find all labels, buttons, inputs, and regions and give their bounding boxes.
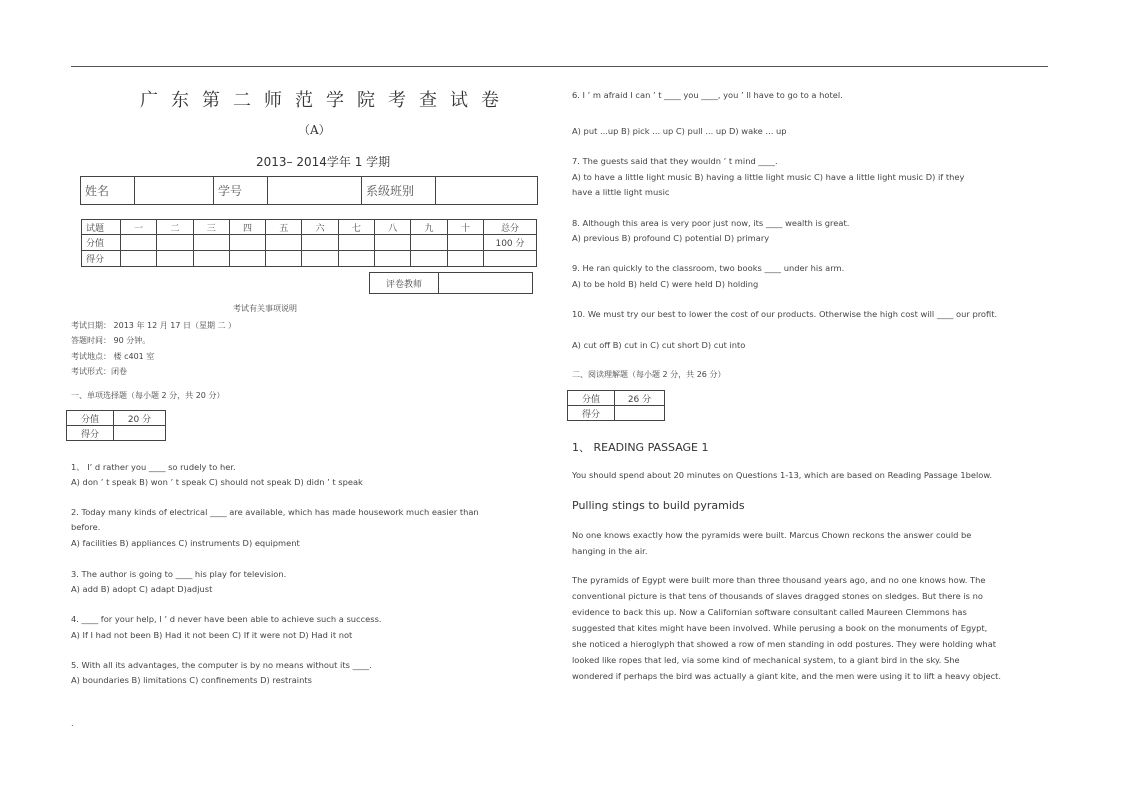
total-score-value: 100 分 — [484, 235, 537, 251]
grader-field[interactable] — [439, 273, 533, 294]
name-label: 姓名 — [81, 177, 135, 205]
passage-intro: No one knows exactly how the pyramids were built. Marcus Chown reckons the answer could be hanging in the air. — [572, 530, 972, 556]
question-text: 7. The guests said that they wouldn ’ t mind ____. — [572, 156, 778, 166]
section1-score-table — [66, 410, 166, 441]
score-header-cell: 总分 — [484, 220, 537, 235]
id-field[interactable] — [268, 177, 362, 205]
paper-version: （A） — [298, 123, 331, 137]
section2-title: 二、阅读理解题（每小题 2 分，共 26 分） — [572, 370, 726, 379]
question-options: A) cut off B) cut in C) cut short D) cut into — [572, 340, 746, 350]
score-header-cell: 六 — [302, 220, 338, 235]
passage-instruction: You should spend about 20 minutes on Questions 1-13, which are based on Reading Passage 1below. — [572, 470, 993, 480]
score-header-cell: 十 — [447, 220, 483, 235]
question-text: 10. We must try our best to lower the cost of our products. Otherwise the high cost will ____ our profit. — [572, 309, 998, 319]
question-text: 6. I ’ m afraid I can ’ t ____ you ____, you ’ ll have to go to a hotel. — [572, 90, 843, 100]
section1-title: 一、单项选择题（每小题 2 分，共 20 分） — [71, 391, 225, 400]
score-header-cell: 八 — [375, 220, 411, 235]
score-header-cell: 二 — [157, 220, 193, 235]
section2-got-field[interactable] — [615, 406, 665, 421]
score-row-label: 得分 — [82, 251, 121, 267]
question-options-cont: have a little light music — [572, 187, 670, 197]
score-header-cell: 四 — [229, 220, 265, 235]
score-header-cell: 一 — [121, 220, 157, 235]
student-info-table — [80, 176, 538, 205]
section2-score-value: 26 分 — [615, 391, 665, 406]
score-header-cell: 九 — [411, 220, 447, 235]
question-options: A) add B) adopt C) adapt D)adjust — [71, 584, 213, 594]
section2-got-label: 得分 — [568, 406, 615, 421]
grader-label: 评卷教师 — [370, 273, 439, 294]
score-got-row — [82, 251, 537, 267]
page-title: 广东第二师范学院考查试卷 — [140, 90, 512, 111]
question-text: 2. Today many kinds of electrical ____ are available, which has made housework much easier than — [71, 507, 479, 517]
grader-table — [369, 272, 533, 294]
question-options: A) If I had not been B) Had it not been C) If it were not D) Had it not — [71, 630, 353, 640]
score-header-cell: 试题 — [82, 220, 121, 235]
passage-body: The pyramids of Egypt were built more than three thousand years ago, and no one knows how. The conventional picture is that tens of thousands of slaves dragged stones on sledges. But there is no evidence to back this up. Now a Californian software consultant called Maureen Clemmons has suggested that kites might have been involved. While perusing a book on the monuments of Egypt, she noticed a hieroglyph that showed a row of men standing in odd postures. They were holding what looked like ropes that led, via some kind of mechanical system, to a giant bird in the sky. She wondered if perhaps the bird was actually a giant kite, and the men were using it to lift a heavy object. — [572, 575, 1002, 681]
term-label: 2013– 2014学年 1 学期 — [256, 155, 391, 169]
section2-score-label: 分值 — [568, 391, 615, 406]
question-options: A) put ...up B) pick ... up C) pull ... up D) wake ... up — [572, 126, 787, 136]
question-text-cont: before. — [71, 522, 101, 532]
passage-heading: Pulling stings to build pyramids — [572, 499, 745, 512]
name-field[interactable] — [135, 177, 214, 205]
question-text: 8. Although this area is very poor just now, its ____ wealth is great. — [572, 218, 850, 228]
question-options: A) to be hold B) held C) were held D) holding — [572, 279, 759, 289]
question-text: 3. The author is going to ____ his play for television. — [71, 569, 287, 579]
question-text: 9. He ran quickly to the classroom, two books ____ under his arm. — [572, 263, 845, 273]
exam-format: 考试形式：闭卷 — [71, 367, 127, 376]
score-value-row — [82, 235, 537, 251]
question-options: A) previous B) profound C) potential D) primary — [572, 233, 770, 243]
section1-got-field[interactable] — [114, 426, 166, 441]
question-text: 1、 I’ d rather you ____ so rudely to her. — [71, 462, 236, 472]
class-label: 系级班别 — [362, 177, 436, 205]
exam-info-heading: 考试有关事项说明 — [233, 304, 297, 313]
passage-title: 1、 READING PASSAGE 1 — [572, 441, 709, 454]
exam-location: 考试地点： 楼 c401 室 — [71, 352, 155, 361]
score-header-row — [82, 220, 537, 235]
score-row-label: 分值 — [82, 235, 121, 251]
question-text: 4. ____ for your help, I ’ d never have been able to achieve such a success. — [71, 614, 382, 624]
footer-mark: . — [71, 718, 74, 728]
score-header-cell: 三 — [193, 220, 229, 235]
section1-score-label: 分值 — [67, 411, 114, 426]
exam-duration: 答题时间： 90 分钟。 — [71, 336, 151, 345]
score-header-cell: 七 — [338, 220, 374, 235]
id-label: 学号 — [214, 177, 268, 205]
score-table — [81, 219, 537, 267]
question-options: A) boundaries B) limitations C) confinements D) restraints — [71, 675, 312, 685]
score-header-cell: 五 — [266, 220, 302, 235]
exam-date: 考试日期： 2013 年 12 月 17 日（星期 二 ） — [71, 321, 237, 330]
question-options: A) to have a little light music B) having a little light music C) have a little light music D) if they — [572, 172, 965, 182]
question-options: A) don ’ t speak B) won ’ t speak C) should not speak D) didn ’ t speak — [71, 477, 363, 487]
section1-score-value: 20 分 — [114, 411, 166, 426]
class-field[interactable] — [436, 177, 538, 205]
question-options: A) facilities B) appliances C) instruments D) equipment — [71, 538, 300, 548]
top-rule — [71, 66, 1048, 67]
section2-score-table — [567, 390, 665, 421]
question-text: 5. With all its advantages, the computer is by no means without its ____. — [71, 660, 372, 670]
section1-got-label: 得分 — [67, 426, 114, 441]
